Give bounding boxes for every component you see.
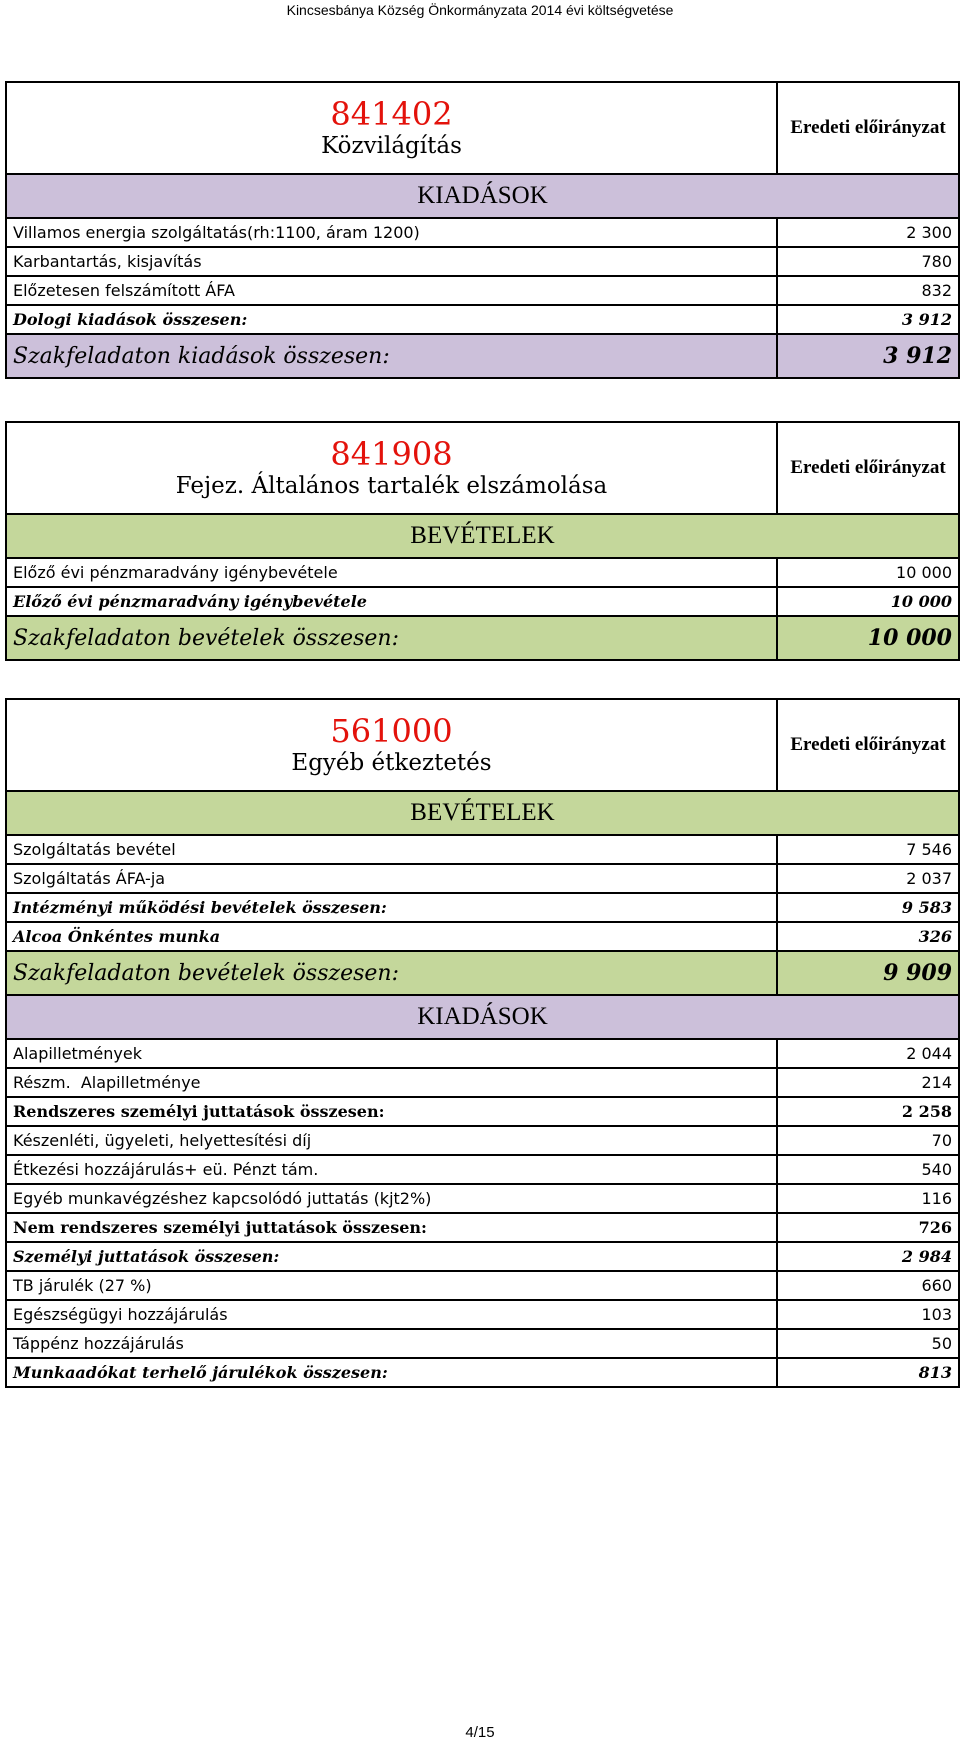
subtotal-value: 2 258 [777,1097,959,1126]
page-header: Kincsesbánya Község Önkormányzata 2014 évi költségvetése [286,2,674,18]
row-label: Egyéb munkavégzéshez kapcsolódó juttatás (kjt2%) [6,1184,777,1213]
subtotal-label: Alcoa Önkéntes munka [6,922,777,951]
subtotal-label: Előző évi pénzmaradvány igénybevétele [6,587,777,616]
row-value: 2 300 [777,218,959,247]
row-value: 103 [777,1300,959,1329]
block-841402 [5,81,958,379]
subtotal-value: 726 [777,1213,959,1242]
row-label: Villamos energia szolgáltatás(rh:1100, áram 1200) [6,218,777,247]
row-value: 116 [777,1184,959,1213]
subtotal-value: 813 [777,1358,959,1387]
row-label: Alapilletmények [6,1039,777,1068]
subtotal-label: Dologi kiadások összesen: [6,305,777,334]
block-561000 [5,698,958,1388]
total-label: Szakfeladaton kiadások összesen: [6,334,777,378]
row-label: Táppénz hozzájárulás [6,1329,777,1358]
subtotal-label: Intézményi működési bevételek összesen: [6,893,777,922]
page-number: 4/15 [465,1724,495,1741]
row-value: 2 037 [777,864,959,893]
row-value: 832 [777,276,959,305]
block-841908 [5,421,958,661]
row-label: Karbantartás, kisjavítás [6,247,777,276]
subtotal-value: 3 912 [777,305,959,334]
row-value: 70 [777,1126,959,1155]
total-value: 3 912 [777,334,959,378]
row-label: Egészségügyi hozzájárulás [6,1300,777,1329]
column-header: Eredeti előirányzat [777,699,959,791]
row-label: Részm. Alapilletménye [6,1068,777,1097]
subtotal-label: Személyi juttatások összesen: [6,1242,777,1271]
subtotal-value: 2 984 [777,1242,959,1271]
row-label: Szolgáltatás ÁFA-ja [6,864,777,893]
total-label: Szakfeladaton bevételek összesen: [6,616,777,660]
total-label: Szakfeladaton bevételek összesen: [6,951,777,995]
section-heading: KIADÁSOK [6,174,959,218]
subtotal-label: Rendszeres személyi juttatások összesen: [6,1097,777,1126]
row-label: TB járulék (27 %) [6,1271,777,1300]
row-value: 780 [777,247,959,276]
row-label: Készenléti, ügyeleti, helyettesítési díj [6,1126,777,1155]
row-value: 214 [777,1068,959,1097]
subtotal-label: Nem rendszeres személyi juttatások összesen: [6,1213,777,1242]
subtotal-value: 326 [777,922,959,951]
section-heading: BEVÉTELEK [6,514,959,558]
block-code: 841908 [330,435,453,473]
row-value: 10 000 [777,558,959,587]
row-value: 2 044 [777,1039,959,1068]
subtotal-value: 9 583 [777,893,959,922]
row-label: Előzetesen felszámított ÁFA [6,276,777,305]
column-header: Eredeti előirányzat [777,422,959,514]
subtotal-value: 10 000 [777,587,959,616]
row-value: 660 [777,1271,959,1300]
row-label: Étkezési hozzájárulás+ eü. Pénzt tám. [6,1155,777,1184]
section-heading: BEVÉTELEK [6,791,959,835]
column-header: Eredeti előirányzat [777,82,959,174]
section-heading: KIADÁSOK [6,995,959,1039]
block-code: 561000 [330,712,453,750]
row-value: 50 [777,1329,959,1358]
row-label: Előző évi pénzmaradvány igénybevétele [6,558,777,587]
total-value: 9 909 [777,951,959,995]
row-value: 540 [777,1155,959,1184]
subtotal-label: Munkaadókat terhelő járulékok összesen: [6,1358,777,1387]
row-value: 7 546 [777,835,959,864]
total-value: 10 000 [777,616,959,660]
block-name: Fejez. Általános tartalék elszámolása [175,473,608,500]
block-name: Közvilágítás [321,133,462,160]
row-label: Szolgáltatás bevétel [6,835,777,864]
block-name: Egyéb étkeztetés [291,750,492,777]
block-code: 841402 [330,95,453,133]
